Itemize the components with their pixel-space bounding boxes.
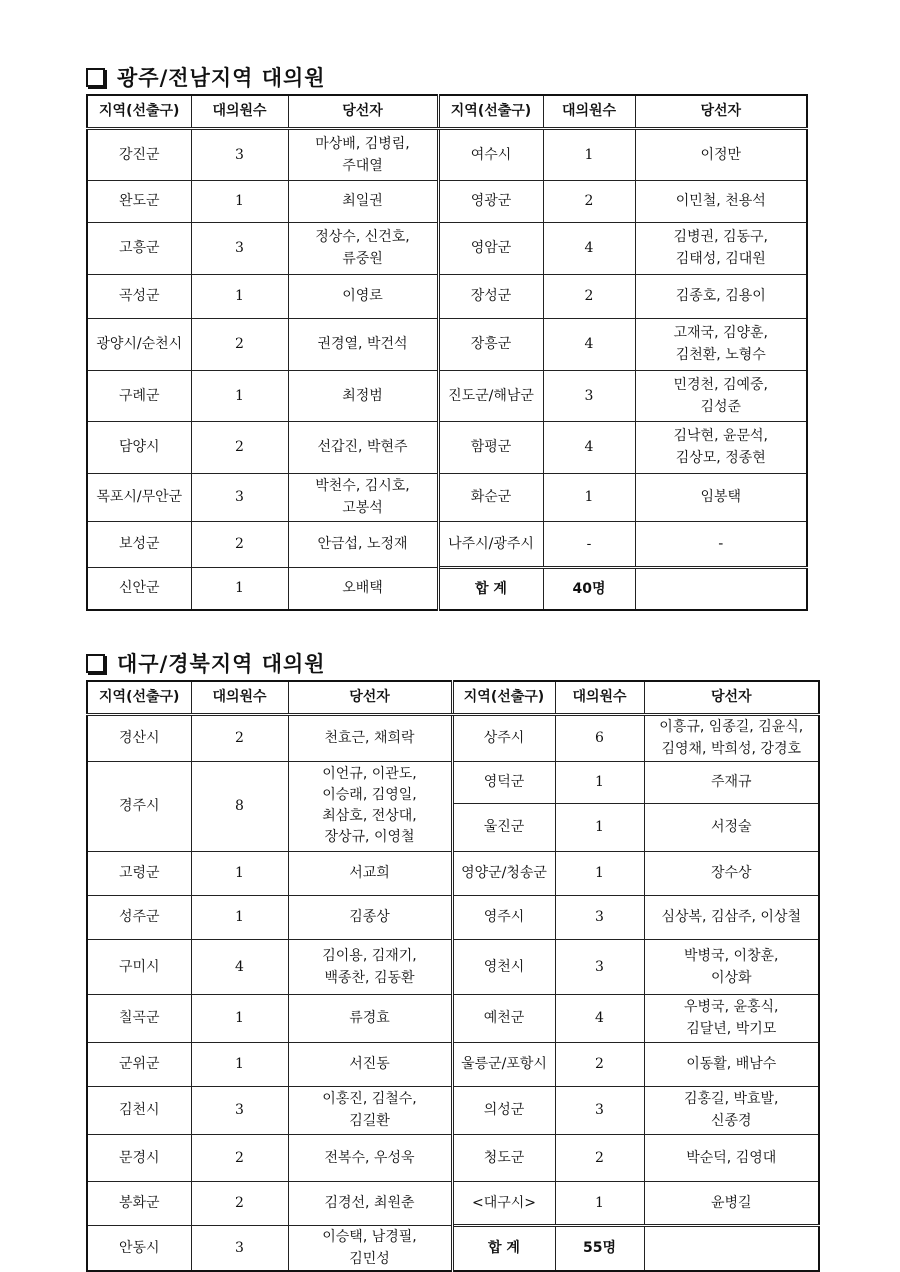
elected-cell: 박천수, 김시호, 고봉석 <box>288 473 438 521</box>
count-cell: 1 <box>191 567 288 610</box>
table-row <box>87 1225 819 1271</box>
region-cell: 성주군 <box>87 895 191 939</box>
elected-cell: 김종호, 김용이 <box>635 274 807 318</box>
region-cell: 신안군 <box>87 567 191 610</box>
region-cell: 함평군 <box>438 421 543 473</box>
region-cell: 영암군 <box>438 222 543 274</box>
count-cell: 1 <box>543 473 635 521</box>
count-cell: 2 <box>191 421 288 473</box>
header-count: 대의원수 <box>191 681 288 714</box>
region-cell: 칠곡군 <box>87 994 191 1042</box>
table-header-row <box>87 95 807 128</box>
elected-cell: 안금섭, 노정재 <box>288 521 438 567</box>
elected-cell: 서정술 <box>644 803 819 851</box>
region-cell: 구례군 <box>87 370 191 421</box>
count-cell: 2 <box>191 1134 288 1181</box>
table-row <box>87 939 819 994</box>
elected-cell: 김경선, 최원춘 <box>288 1181 452 1225</box>
elected-cell: 이언규, 이관도, 이승래, 김영일, 최삼호, 전상대, 장상규, 이영철 <box>288 761 452 851</box>
region-cell: 영천시 <box>452 939 555 994</box>
count-cell: 2 <box>191 521 288 567</box>
region-cell: 김천시 <box>87 1086 191 1134</box>
region-cell: 장성군 <box>438 274 543 318</box>
table-row <box>87 1181 819 1225</box>
elected-cell: 민경천, 김예중, 김성준 <box>635 370 807 421</box>
count-cell: 3 <box>191 128 288 180</box>
count-cell: 1 <box>191 180 288 222</box>
elected-cell: 류경효 <box>288 994 452 1042</box>
elected-cell: 이승택, 남경필, 김민성 <box>288 1225 452 1271</box>
section-title-text: 광주/전남지역 대의원 <box>117 66 326 90</box>
count-cell: 1 <box>555 761 644 803</box>
count-cell: 3 <box>191 473 288 521</box>
region-cell: 곡성군 <box>87 274 191 318</box>
table-row <box>87 1042 819 1086</box>
total-value: 55명 <box>555 1225 644 1271</box>
count-cell: 4 <box>543 421 635 473</box>
table-row <box>87 473 807 521</box>
count-cell: 4 <box>555 994 644 1042</box>
elected-cell: 마상배, 김병림, 주대열 <box>288 128 438 180</box>
header-count: 대의원수 <box>191 95 288 128</box>
elected-cell: 서교희 <box>288 851 452 895</box>
total-label: 합 계 <box>452 1225 555 1271</box>
count-cell: 1 <box>555 851 644 895</box>
elected-cell: 최정범 <box>288 370 438 421</box>
region-cell: 구미시 <box>87 939 191 994</box>
elected-cell: 김낙현, 윤문석, 김상모, 정종현 <box>635 421 807 473</box>
elected-cell: 이정만 <box>635 128 807 180</box>
region-cell: 고령군 <box>87 851 191 895</box>
count-cell: 1 <box>191 1042 288 1086</box>
elected-cell: 이영로 <box>288 274 438 318</box>
region-cell: 상주시 <box>452 714 555 761</box>
region-cell: 완도군 <box>87 180 191 222</box>
table-row <box>87 521 807 567</box>
count-cell: 2 <box>555 1134 644 1181</box>
header-region: 지역(선출구) <box>452 681 555 714</box>
elected-cell: - <box>635 521 807 567</box>
total-value: 40명 <box>543 567 635 610</box>
table-row <box>87 851 819 895</box>
table-row <box>87 421 807 473</box>
count-cell: 8 <box>191 761 288 851</box>
region-cell: 광양시/순천시 <box>87 318 191 370</box>
count-cell: 3 <box>555 939 644 994</box>
count-cell: 3 <box>191 222 288 274</box>
region-cell: 보성군 <box>87 521 191 567</box>
elected-cell: 정상수, 신건호, 류중원 <box>288 222 438 274</box>
header-elected: 당선자 <box>635 95 807 128</box>
region-cell: 의성군 <box>452 1086 555 1134</box>
delegate-table-gwangju <box>86 94 808 611</box>
section-title-gwangju <box>86 62 326 92</box>
count-cell: 2 <box>543 274 635 318</box>
region-cell: 담양시 <box>87 421 191 473</box>
elected-cell: 임봉택 <box>635 473 807 521</box>
count-cell: 2 <box>191 318 288 370</box>
region-cell: 청도군 <box>452 1134 555 1181</box>
count-cell: - <box>543 521 635 567</box>
region-cell: 목포시/무안군 <box>87 473 191 521</box>
region-cell: 고흥군 <box>87 222 191 274</box>
table-row <box>87 761 819 803</box>
elected-cell: 권경열, 박건석 <box>288 318 438 370</box>
elected-cell: 전복수, 우성욱 <box>288 1134 452 1181</box>
region-cell: 울진군 <box>452 803 555 851</box>
table-row <box>87 1086 819 1134</box>
elected-cell: 박병국, 이창훈, 이상화 <box>644 939 819 994</box>
region-cell: 영광군 <box>438 180 543 222</box>
region-cell: 영덕군 <box>452 761 555 803</box>
elected-cell: 오배택 <box>288 567 438 610</box>
region-cell: 안동시 <box>87 1225 191 1271</box>
count-cell: 2 <box>191 714 288 761</box>
section-title-text: 대구/경북지역 대의원 <box>117 652 326 676</box>
checkbox-icon <box>86 654 105 673</box>
table-row <box>87 994 819 1042</box>
header-region: 지역(선출구) <box>87 95 191 128</box>
table-row <box>87 180 807 222</box>
header-region: 지역(선출구) <box>438 95 543 128</box>
total-empty-cell <box>644 1225 819 1271</box>
region-cell: 영양군/청송군 <box>452 851 555 895</box>
header-count: 대의원수 <box>543 95 635 128</box>
count-cell: 1 <box>191 274 288 318</box>
elected-cell: 천효근, 채희락 <box>288 714 452 761</box>
total-label: 합 계 <box>438 567 543 610</box>
count-cell: 2 <box>543 180 635 222</box>
table-row <box>87 1134 819 1181</box>
elected-cell: 심상복, 김삼주, 이상철 <box>644 895 819 939</box>
delegate-table-daegu <box>86 680 820 1272</box>
elected-cell: 이동활, 배남수 <box>644 1042 819 1086</box>
count-cell: 1 <box>543 128 635 180</box>
region-cell: 예천군 <box>452 994 555 1042</box>
region-cell: 영주시 <box>452 895 555 939</box>
elected-cell: 김홍길, 박효발, 신종경 <box>644 1086 819 1134</box>
count-cell: 3 <box>555 895 644 939</box>
count-cell: 3 <box>191 1086 288 1134</box>
elected-cell: 김이용, 김재기, 백종찬, 김동환 <box>288 939 452 994</box>
count-cell: 3 <box>191 1225 288 1271</box>
region-cell: 경주시 <box>87 761 191 851</box>
header-elected: 당선자 <box>288 95 438 128</box>
count-cell: 2 <box>555 1042 644 1086</box>
table-header-row <box>87 681 819 714</box>
table-row <box>87 714 819 761</box>
count-cell: 1 <box>191 851 288 895</box>
elected-cell: 장수상 <box>644 851 819 895</box>
elected-cell: 윤병길 <box>644 1181 819 1225</box>
table-row <box>87 222 807 274</box>
elected-cell: 주재규 <box>644 761 819 803</box>
elected-cell: 김병권, 김동구, 김태성, 김대원 <box>635 222 807 274</box>
table-row <box>87 895 819 939</box>
elected-cell: 이흥규, 임종길, 김윤식, 김영채, 박희성, 강경호 <box>644 714 819 761</box>
elected-cell: 이민철, 천용석 <box>635 180 807 222</box>
elected-cell: 이홍진, 김철수, 김길환 <box>288 1086 452 1134</box>
region-cell: 경산시 <box>87 714 191 761</box>
table-row <box>87 318 807 370</box>
region-cell: 나주시/광주시 <box>438 521 543 567</box>
region-cell: 강진군 <box>87 128 191 180</box>
region-cell: 군위군 <box>87 1042 191 1086</box>
header-count: 대의원수 <box>555 681 644 714</box>
checkbox-icon <box>86 68 105 87</box>
header-elected: 당선자 <box>288 681 452 714</box>
count-cell: 1 <box>191 895 288 939</box>
table-row <box>87 128 807 180</box>
header-elected: 당선자 <box>644 681 819 714</box>
count-cell: 4 <box>543 222 635 274</box>
table-row <box>87 274 807 318</box>
count-cell: 1 <box>555 1181 644 1225</box>
region-cell: 여수시 <box>438 128 543 180</box>
count-cell: 1 <box>555 803 644 851</box>
elected-cell: 서진동 <box>288 1042 452 1086</box>
elected-cell: 김종상 <box>288 895 452 939</box>
elected-cell: 박순덕, 김영대 <box>644 1134 819 1181</box>
count-cell: 4 <box>191 939 288 994</box>
count-cell: 2 <box>191 1181 288 1225</box>
region-cell: 화순군 <box>438 473 543 521</box>
count-cell: 6 <box>555 714 644 761</box>
region-cell: <대구시> <box>452 1181 555 1225</box>
count-cell: 3 <box>543 370 635 421</box>
elected-cell: 고재국, 김양훈, 김천환, 노형수 <box>635 318 807 370</box>
region-cell: 문경시 <box>87 1134 191 1181</box>
elected-cell: 최일권 <box>288 180 438 222</box>
total-empty-cell <box>635 567 807 610</box>
count-cell: 3 <box>555 1086 644 1134</box>
header-region: 지역(선출구) <box>87 681 191 714</box>
table-row <box>87 567 807 610</box>
elected-cell: 우병국, 윤홍식, 김달년, 박기모 <box>644 994 819 1042</box>
section-title-daegu <box>86 648 326 678</box>
elected-cell: 선갑진, 박현주 <box>288 421 438 473</box>
region-cell: 울릉군/포항시 <box>452 1042 555 1086</box>
region-cell: 진도군/해남군 <box>438 370 543 421</box>
count-cell: 1 <box>191 370 288 421</box>
count-cell: 4 <box>543 318 635 370</box>
table-row <box>87 370 807 421</box>
region-cell: 장흥군 <box>438 318 543 370</box>
region-cell: 봉화군 <box>87 1181 191 1225</box>
count-cell: 1 <box>191 994 288 1042</box>
